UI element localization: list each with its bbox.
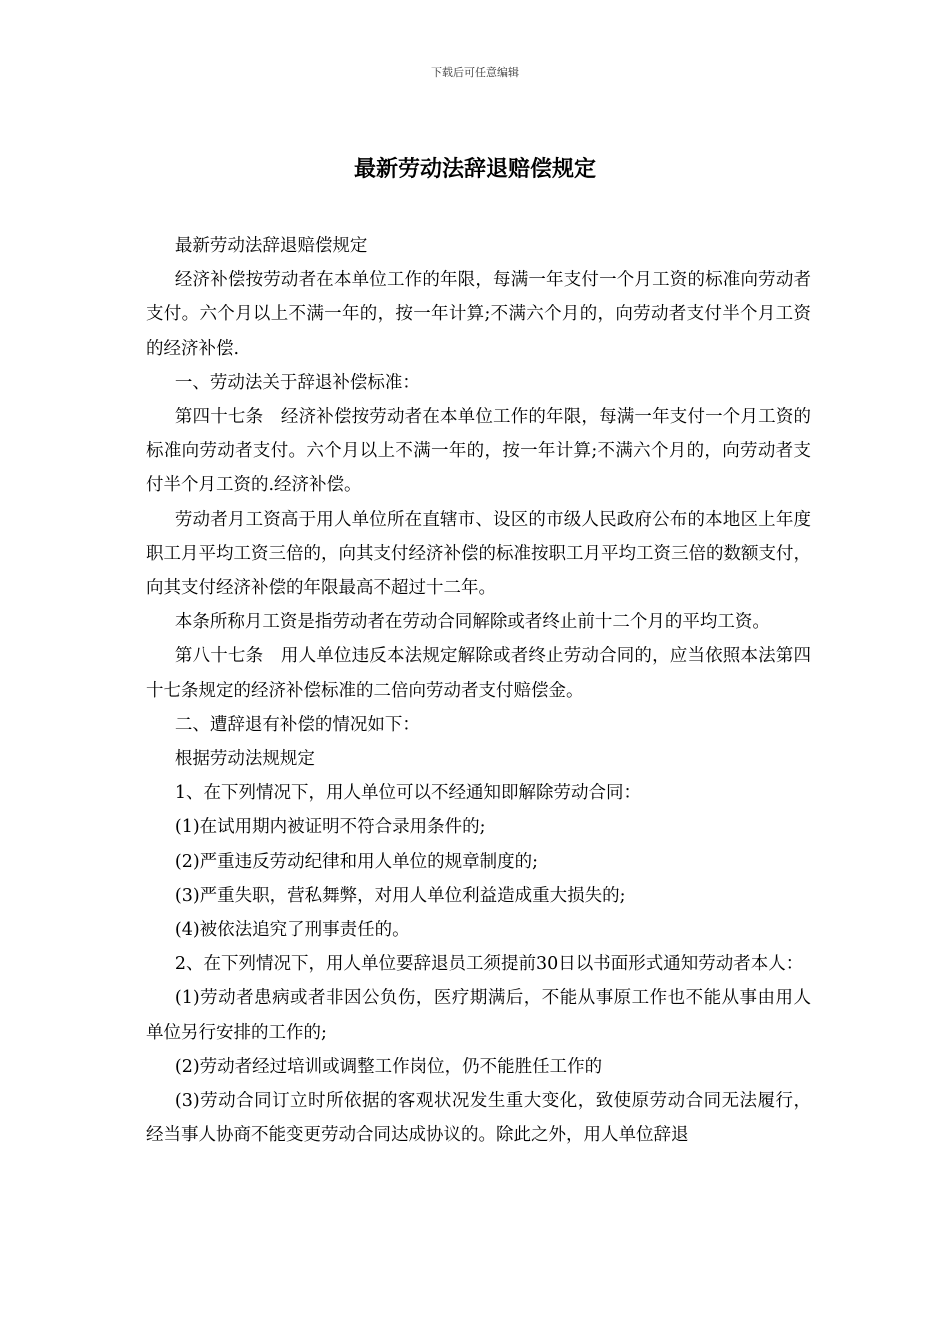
paragraph: 根据劳动法规规定 (174, 749, 315, 770)
paragraph: 一、劳动法关于辞退补偿标准： (174, 372, 420, 393)
paragraph: (1)劳动者患病或者非因公负伤，医疗期满后，不能从事原工作也不能从事由用人单位另行安排的工作的; (146, 988, 811, 1043)
paragraph: 1、在下列情况下，用人单位可以不经通知即解除劳动合同： (174, 783, 642, 804)
paragraph: (3)严重失职，营私舞弊，对用人单位利益造成重大损失的; (174, 885, 626, 906)
paragraph: 第八十七条 用人单位违反本法规定解除或者终止劳动合同的，应当依照本法第四十七条规定的经济补偿标准的二倍向劳动者支付赔偿金。 (146, 646, 811, 701)
paragraph: (2)劳动者经过培训或调整工作岗位，仍不能胜任工作的 (174, 1056, 603, 1077)
paragraph: 第四十七条 经济补偿按劳动者在本单位工作的年限，每满一年支付一个月工资的标准向劳动者支付。六个月以上不满一年的，按一年计算;不满六个月的，向劳动者支付半个月工资的.经济补偿。 (146, 407, 811, 496)
paragraph: (3)劳动合同订立时所依据的客观状况发生重大变化，致使原劳动合同无法履行，经当事人协商不能变更劳动合同达成协议的。除此之外，用人单位辞退 (146, 1091, 811, 1146)
document-title: 最新劳动法辞退赔偿规定 (353, 157, 596, 182)
paragraph: 本条所称月工资是指劳动者在劳动合同解除或者终止前十二个月的平均工资。 (174, 612, 770, 633)
paragraph: (1)在试用期内被证明不符合录用条件的; (174, 817, 486, 838)
paragraph: 劳动者月工资高于用人单位所在直辖市、设区的市级人民政府公布的本地区上年度职工月平均工资三倍的，向其支付经济补偿的标准按职工月平均工资三倍的数额支付，向其支付经济补偿的年限最高不超过十二年。 (146, 509, 811, 599)
paragraph: (2)严重违反劳动纪律和用人单位的规章制度的; (174, 851, 539, 872)
paragraph: 2、在下列情况下，用人单位要辞退员工须提前30日以书面形式通知劳动者本人： (174, 954, 804, 975)
paragraph: 经济补偿按劳动者在本单位工作的年限，每满一年支付一个月工资的标准向劳动者支付。六个月以上不满一年的，按一年计算;不满六个月的，向劳动者支付半个月工资的经济补偿. (146, 270, 811, 359)
page-header-note: 下载后可任意编辑 (431, 66, 519, 79)
document-body (146, 229, 811, 1152)
paragraph: 二、遭辞退有补偿的情况如下： (174, 714, 420, 735)
paragraph: 最新劳动法辞退赔偿规定 (174, 236, 368, 256)
paragraph: (4)被依法追究了刑事责任的。 (174, 920, 410, 941)
